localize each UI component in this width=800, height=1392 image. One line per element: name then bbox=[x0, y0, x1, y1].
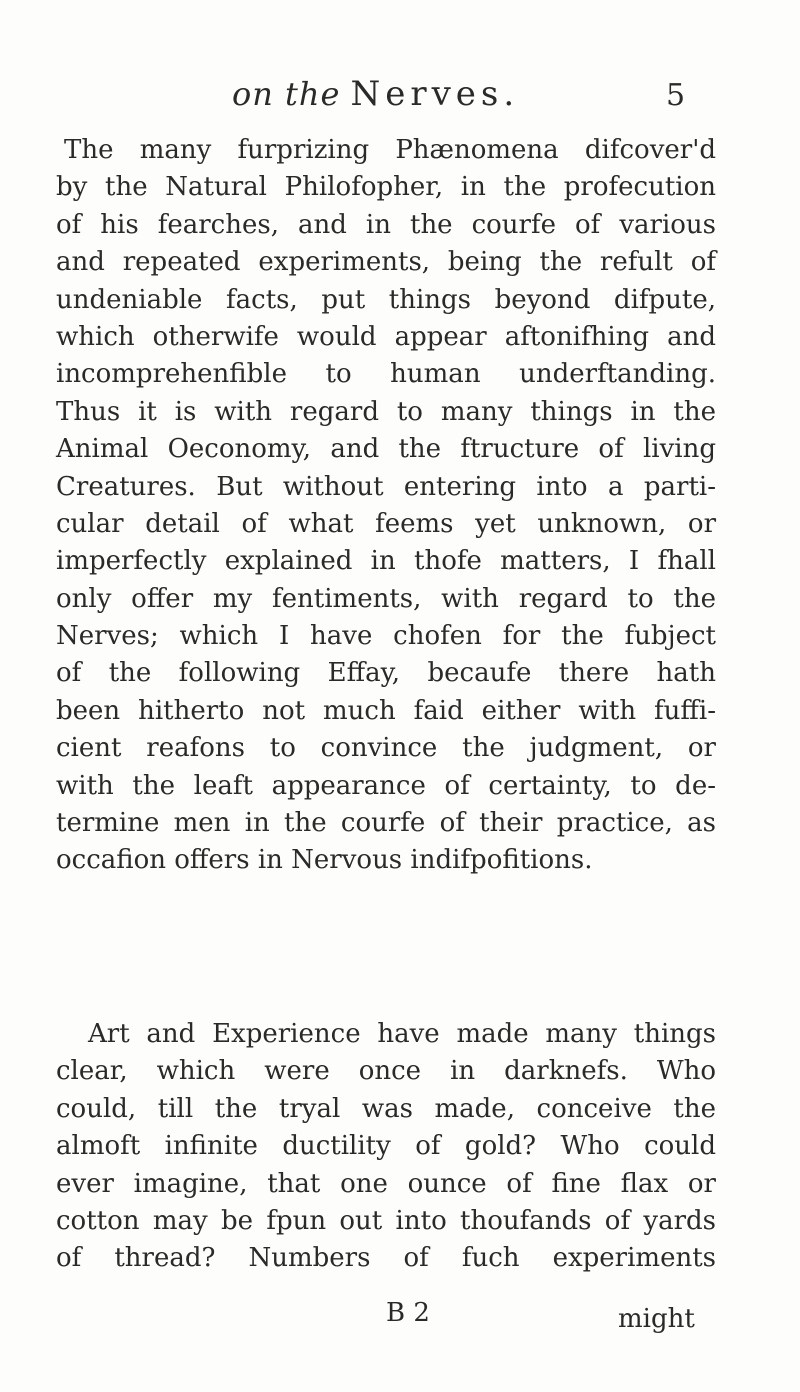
text-line: cular detail of what feems yet unknown, or bbox=[56, 508, 716, 539]
running-head bbox=[232, 74, 519, 114]
text-line: clear, which were once in darknefs. Who bbox=[56, 1056, 716, 1087]
text-line: could, till the tryal was made, conceive the bbox=[56, 1093, 716, 1124]
text-line: Nerves; which I have chofen for the fubject bbox=[56, 621, 716, 652]
text-line: cient reafons to convince the judgment, or bbox=[56, 733, 716, 764]
running-head-caps: Nerves. bbox=[350, 74, 520, 114]
text-line: The many furprizing Phænomena difcover'd bbox=[64, 135, 716, 165]
text-line: by the Natural Philofopher, in the profecution bbox=[56, 172, 716, 203]
text-line: cotton may be fpun out into thoufands of yards bbox=[56, 1205, 716, 1236]
page-header bbox=[0, 74, 800, 120]
text-line: Animal Oeconomy, and the ftructure of living bbox=[56, 434, 716, 465]
text-line: imperfectly explained in thofe matters, I fhall bbox=[56, 546, 716, 577]
paragraph-2 bbox=[56, 1016, 716, 1278]
page-footer bbox=[0, 1298, 800, 1338]
text-line: termine men in the courfe of their practice, as bbox=[56, 808, 716, 839]
text-line: ever imagine, that one ounce of fine flax or bbox=[56, 1168, 716, 1199]
text-line: Art and Experience have made many things bbox=[88, 1019, 716, 1049]
text-line: undeniable facts, put things beyond difpute, bbox=[56, 284, 716, 315]
catchword: might bbox=[618, 1304, 695, 1334]
page-number: 5 bbox=[666, 78, 686, 113]
running-head-italic: on the bbox=[232, 75, 341, 113]
text-line: of his fearches, and in the courfe of various bbox=[56, 209, 716, 240]
text-line: with the leaft appearance of certainty, to de- bbox=[56, 770, 716, 801]
paragraph-1 bbox=[56, 132, 716, 880]
signature-mark: B 2 bbox=[386, 1298, 430, 1328]
text-line: which otherwife would appear aftonifhing and bbox=[56, 321, 716, 352]
text-line: and repeated experiments, being the refult of bbox=[56, 247, 716, 278]
text-line: almoft infinite ductility of gold? Who could bbox=[56, 1131, 716, 1162]
text-line: Thus it is with regard to many things in the bbox=[56, 396, 716, 427]
text-line: of the following Effay, becaufe there hath bbox=[56, 658, 716, 689]
text-line: incomprehenfible to human underftanding. bbox=[56, 359, 716, 390]
text-line: been hitherto not much faid either with fuffi- bbox=[56, 695, 716, 726]
text-line: of thread? Numbers of fuch experiments bbox=[56, 1243, 716, 1274]
text-line: Creatures. But without entering into a parti- bbox=[56, 471, 716, 502]
text-line: occafion offers in Nervous indifpofitions. bbox=[56, 845, 593, 876]
text-line: only offer my fentiments, with regard to the bbox=[56, 583, 716, 614]
